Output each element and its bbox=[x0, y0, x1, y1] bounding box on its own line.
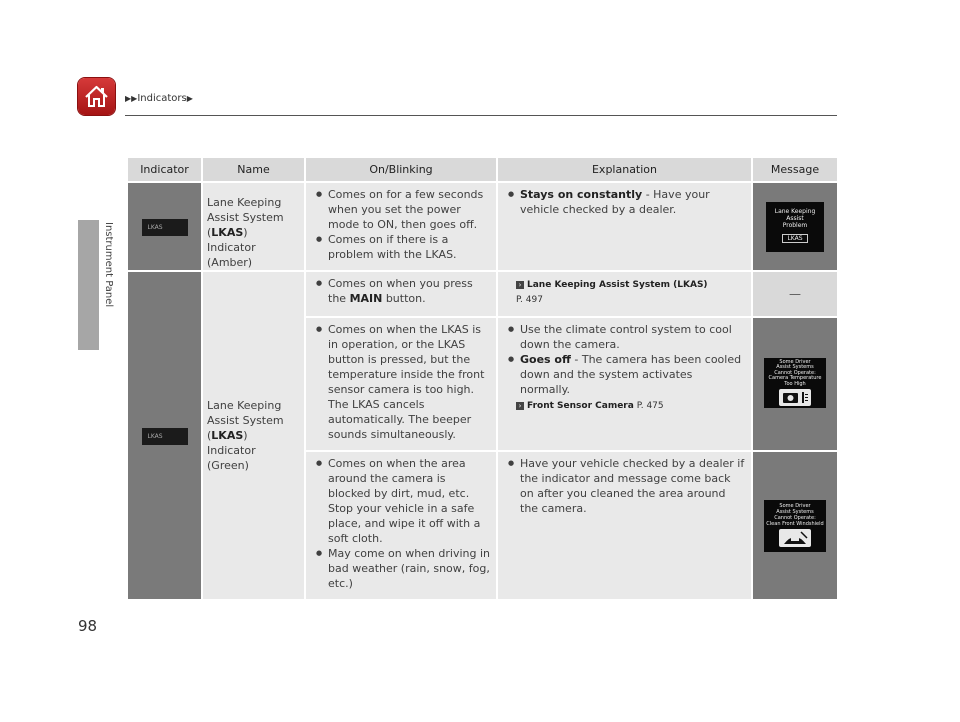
message-cell bbox=[753, 318, 837, 450]
indicator-table bbox=[126, 158, 839, 599]
xref-front-sensor-camera[interactable]: › Front Sensor Camera P. 475 bbox=[506, 399, 745, 414]
breadcrumb-link-indicators[interactable]: Indicators bbox=[137, 93, 187, 104]
on-blinking-cell: ● Comes on when you press the MAIN button. bbox=[306, 272, 496, 316]
explanation-cell: ● Have your vehicle checked by a dealer if the indicator and message come back on after you cleaned the area around the camera. bbox=[498, 452, 751, 599]
home-button[interactable] bbox=[78, 78, 115, 115]
on-blinking-cell: ● Comes on when the area around the camera is blocked by dirt, mud, etc. Stop your vehicle in a safe place, and wipe it off with a soft cloth. ● May come on when driving in bad weather (rain, snow, fog, etc.) bbox=[306, 452, 496, 599]
name-cell: Lane Keeping Assist System (LKAS) Indicator (Amber) bbox=[203, 183, 304, 270]
lkas-amber-indicator-icon: LKAS bbox=[142, 219, 188, 236]
on-blinking-cell: ● Comes on for a few seconds when you set the power mode to ON, then goes off. ● Comes on if there is a problem with the LKAS. bbox=[306, 183, 496, 270]
section-tab bbox=[78, 220, 99, 350]
message-cell bbox=[753, 452, 837, 599]
xref-arrow-icon: › bbox=[516, 402, 524, 410]
col-header-on-blinking: On/Blinking bbox=[306, 158, 496, 181]
page-number: 98 bbox=[78, 617, 98, 635]
breadcrumb-arrows: ▶▶ bbox=[125, 94, 138, 103]
xref-lkas[interactable]: › Lane Keeping Assist System (LKAS) bbox=[506, 278, 745, 293]
table-header-row bbox=[128, 158, 837, 181]
camera-temperature-icon bbox=[779, 389, 811, 406]
side-label: Instrument Panel bbox=[103, 222, 114, 308]
breadcrumb bbox=[125, 93, 193, 104]
indicator-cell bbox=[128, 272, 201, 599]
message-cell: — bbox=[753, 272, 837, 316]
col-header-indicator: Indicator bbox=[128, 158, 201, 181]
col-header-name: Name bbox=[203, 158, 304, 181]
table-row bbox=[128, 183, 837, 270]
table-row bbox=[128, 272, 837, 316]
col-header-explanation: Explanation bbox=[498, 158, 751, 181]
breadcrumb-arrow-after: ▶ bbox=[186, 94, 193, 103]
indicator-cell bbox=[128, 183, 201, 270]
col-header-message: Message bbox=[753, 158, 837, 181]
header-rule bbox=[125, 115, 837, 116]
clean-windshield-icon bbox=[779, 529, 811, 547]
explanation-cell: › Lane Keeping Assist System (LKAS) P. 497 bbox=[498, 272, 751, 316]
home-icon bbox=[84, 84, 109, 109]
xref-arrow-icon: › bbox=[516, 281, 524, 289]
explanation-cell: ● Use the climate control system to cool down the camera. ● Goes off - The camera has been cooled down and the system activates normally. › Front Sensor Camera P. 475 bbox=[498, 318, 751, 450]
message-cell bbox=[753, 183, 837, 270]
on-blinking-cell: ● Comes on when the LKAS is in operation, or the LKAS button is pressed, but the temperature inside the front sensor camera is too high. The LKAS cancels automatically. The beeper sounds simultaneously. bbox=[306, 318, 496, 450]
lkas-green-indicator-icon: LKAS bbox=[142, 428, 188, 445]
name-cell: Lane Keeping Assist System (LKAS) Indicator (Green) bbox=[203, 272, 304, 599]
lkas-problem-message-screen: Lane Keeping Assist Problem LKAS bbox=[766, 202, 824, 252]
explanation-cell: ● Stays on constantly - Have your vehicle checked by a dealer. bbox=[498, 183, 751, 270]
clean-windshield-message-screen: Some Driver Assist Systems Cannot Operate: Clean Front Windshield bbox=[764, 500, 826, 552]
camera-temperature-message-screen: Some Driver Assist Systems Cannot Operate: Camera Temperature Too High bbox=[764, 358, 826, 408]
